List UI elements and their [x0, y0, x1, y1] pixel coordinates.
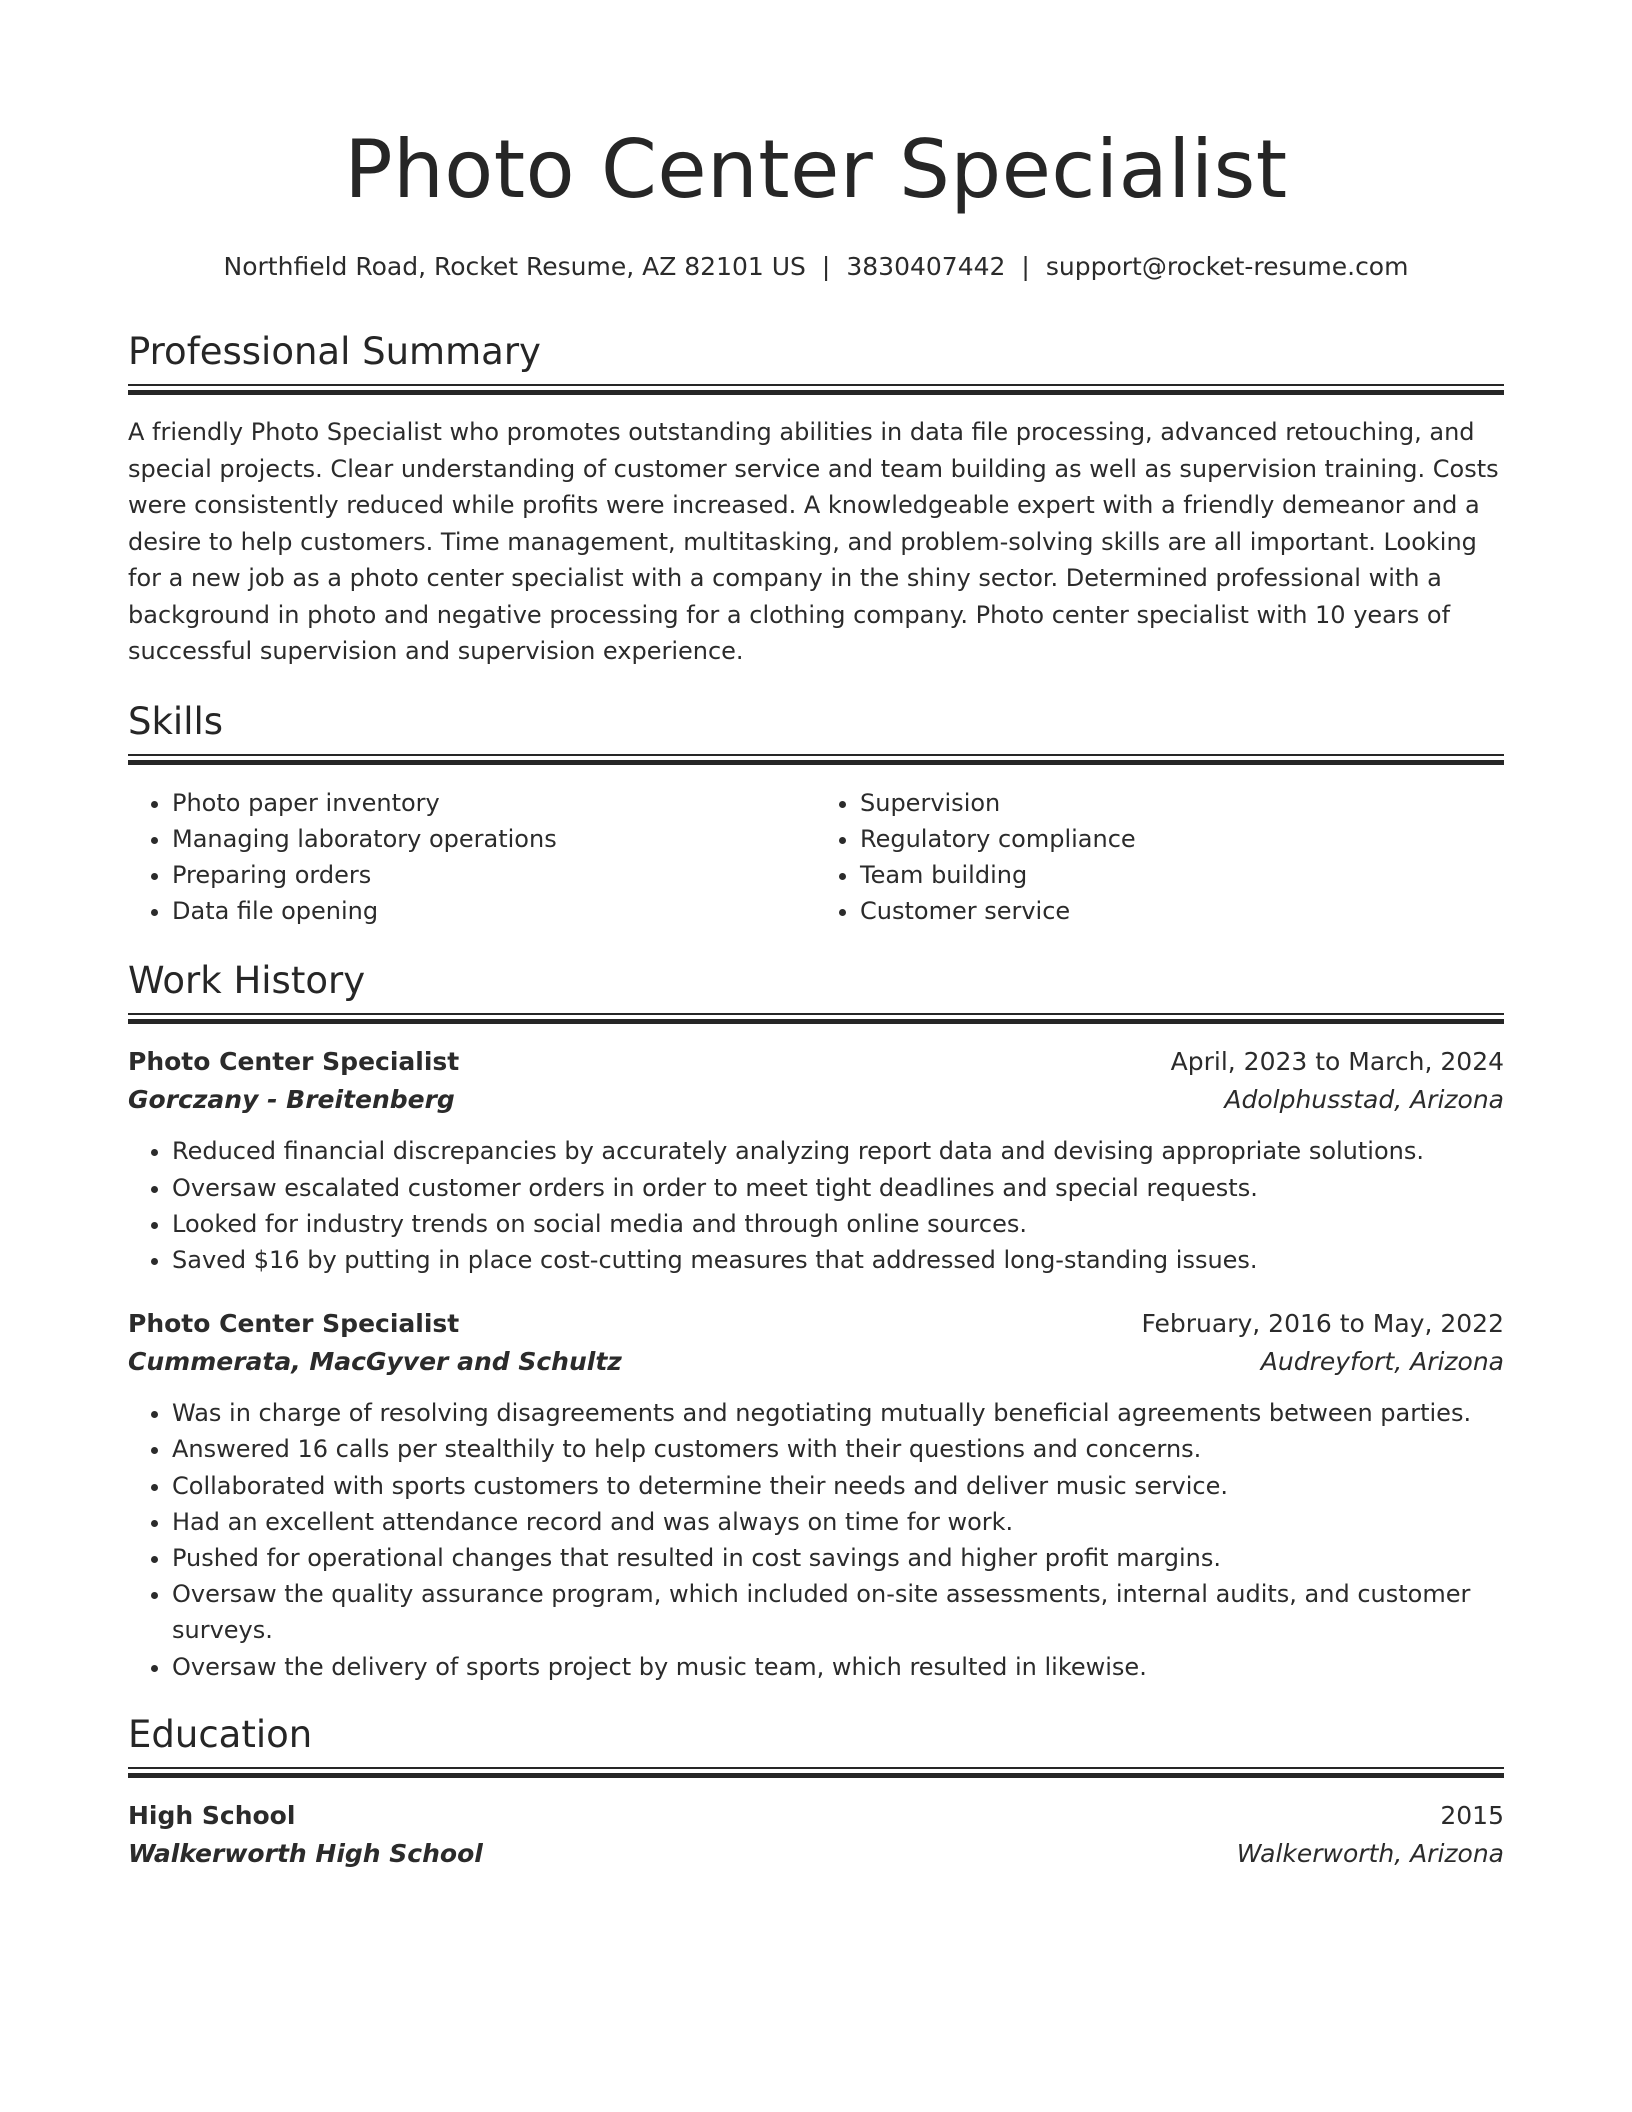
job-header — [128, 1305, 1504, 1343]
education-subheader — [128, 1835, 1504, 1873]
skill-item: • Preparing orders — [172, 857, 816, 893]
skill-item: • Photo paper inventory — [172, 785, 816, 821]
job-bullets — [128, 1133, 1504, 1278]
section-divider — [128, 1767, 1504, 1778]
section-title-work: Work History — [128, 959, 366, 1003]
job-bullet: • Had an excellent attendance record and was always on time for work. — [172, 1504, 1504, 1540]
education-school: Walkerworth High School — [128, 1838, 483, 1868]
work-history-section — [128, 957, 1504, 1684]
resume-name: Photo Center Specialist — [344, 123, 1288, 216]
job-location: Audreyfort, Arizona — [1260, 1347, 1504, 1377]
job-dates: February, 2016 to May, 2022 — [1141, 1309, 1504, 1339]
section-divider — [128, 1013, 1504, 1024]
job-bullet: • Answered 16 calls per stealthily to help customers with their questions and concerns. — [172, 1431, 1504, 1467]
education-header — [128, 1797, 1504, 1835]
professional-summary-section — [128, 328, 1504, 670]
education-entry — [128, 1797, 1504, 1873]
contact-phone: 3830407442 — [846, 252, 1006, 281]
job-dates: April, 2023 to March, 2024 — [1170, 1047, 1504, 1077]
skill-item: • Team building — [860, 857, 1504, 893]
section-divider — [128, 754, 1504, 765]
skills-list-left — [128, 785, 816, 930]
job-bullet: • Collaborated with sports customers to determine their needs and deliver music service. — [172, 1468, 1504, 1504]
skill-item: • Managing laboratory operations — [172, 821, 816, 857]
education-year: 2015 — [1440, 1800, 1504, 1830]
section-divider — [128, 384, 1504, 395]
skills-column-left — [128, 785, 816, 930]
education-location: Walkerworth, Arizona — [1236, 1838, 1504, 1868]
summary-text: A friendly Photo Specialist who promotes outstanding abilities in data file processing, advanced retouching, and special projects. Clear understanding of customer service and team building as well as supervision training. Costs were consistently reduced while profits were increased. A knowledgeable expert with a friendly demeanor and a desire to help customers. Time management, multitasking, and problem-solving skills are all important. Looking for a new job as a photo center specialist with a company in the shiny sector. Determined professional with a background in photo and negative processing for a clothing company. Photo center specialist with 10 years of successful supervision and supervision experience. — [128, 418, 1499, 665]
job-bullet: • Was in charge of resolving disagreements and negotiating mutually beneficial agreements between parties. — [172, 1395, 1504, 1431]
job-bullet: • Pushed for operational changes that resulted in cost savings and higher profit margins. — [172, 1540, 1504, 1576]
education-degree: High School — [128, 1800, 296, 1830]
contact-address: Northfield Road, Rocket Resume, AZ 82101 US — [223, 252, 806, 281]
job-title: Photo Center Specialist — [128, 1309, 460, 1339]
education-section — [128, 1711, 1504, 1873]
job-subheader — [128, 1081, 1504, 1119]
contact-line — [128, 250, 1504, 284]
job-bullet: • Reduced financial discrepancies by accurately analyzing report data and devising appropriate solutions. — [172, 1133, 1504, 1169]
job-bullet: • Oversaw the delivery of sports project by music team, which resulted in likewise. — [172, 1649, 1504, 1685]
skills-section — [128, 698, 1504, 930]
job-entry — [128, 1305, 1504, 1685]
job-title: Photo Center Specialist — [128, 1047, 460, 1077]
skill-item: • Data file opening — [172, 893, 816, 929]
job-company: Cummerata, MacGyver and Schultz — [128, 1347, 622, 1377]
job-bullet: • Oversaw escalated customer orders in order to meet tight deadlines and special requests. — [172, 1170, 1504, 1206]
section-title-skills: Skills — [128, 699, 224, 743]
job-subheader — [128, 1343, 1504, 1381]
section-title-summary: Professional Summary — [128, 330, 541, 373]
job-bullets — [128, 1395, 1504, 1685]
job-bullet: • Looked for industry trends on social media and through online sources. — [172, 1206, 1504, 1242]
job-entry — [128, 1043, 1504, 1278]
skill-item: • Supervision — [860, 785, 1504, 821]
skills-column-right — [816, 785, 1504, 930]
job-company: Gorczany - Breitenberg — [128, 1085, 455, 1115]
job-header — [128, 1043, 1504, 1081]
skills-list-right — [816, 785, 1504, 930]
skill-item: • Customer service — [860, 893, 1504, 929]
contact-email: support@rocket-resume.com — [1045, 252, 1409, 281]
skill-item: • Regulatory compliance — [860, 821, 1504, 857]
contact-separator: | — [1021, 252, 1030, 281]
section-title-education: Education — [128, 1712, 313, 1756]
contact-separator: | — [821, 252, 831, 281]
skills-grid — [128, 785, 1504, 930]
job-location: Adolphusstad, Arizona — [1224, 1085, 1504, 1115]
job-bullet: • Saved $16 by putting in place cost-cutting measures that addressed long-standing issues. — [172, 1242, 1504, 1278]
job-bullet: • Oversaw the quality assurance program, which included on-site assessments, internal audits, and customer surveys. — [172, 1576, 1504, 1648]
